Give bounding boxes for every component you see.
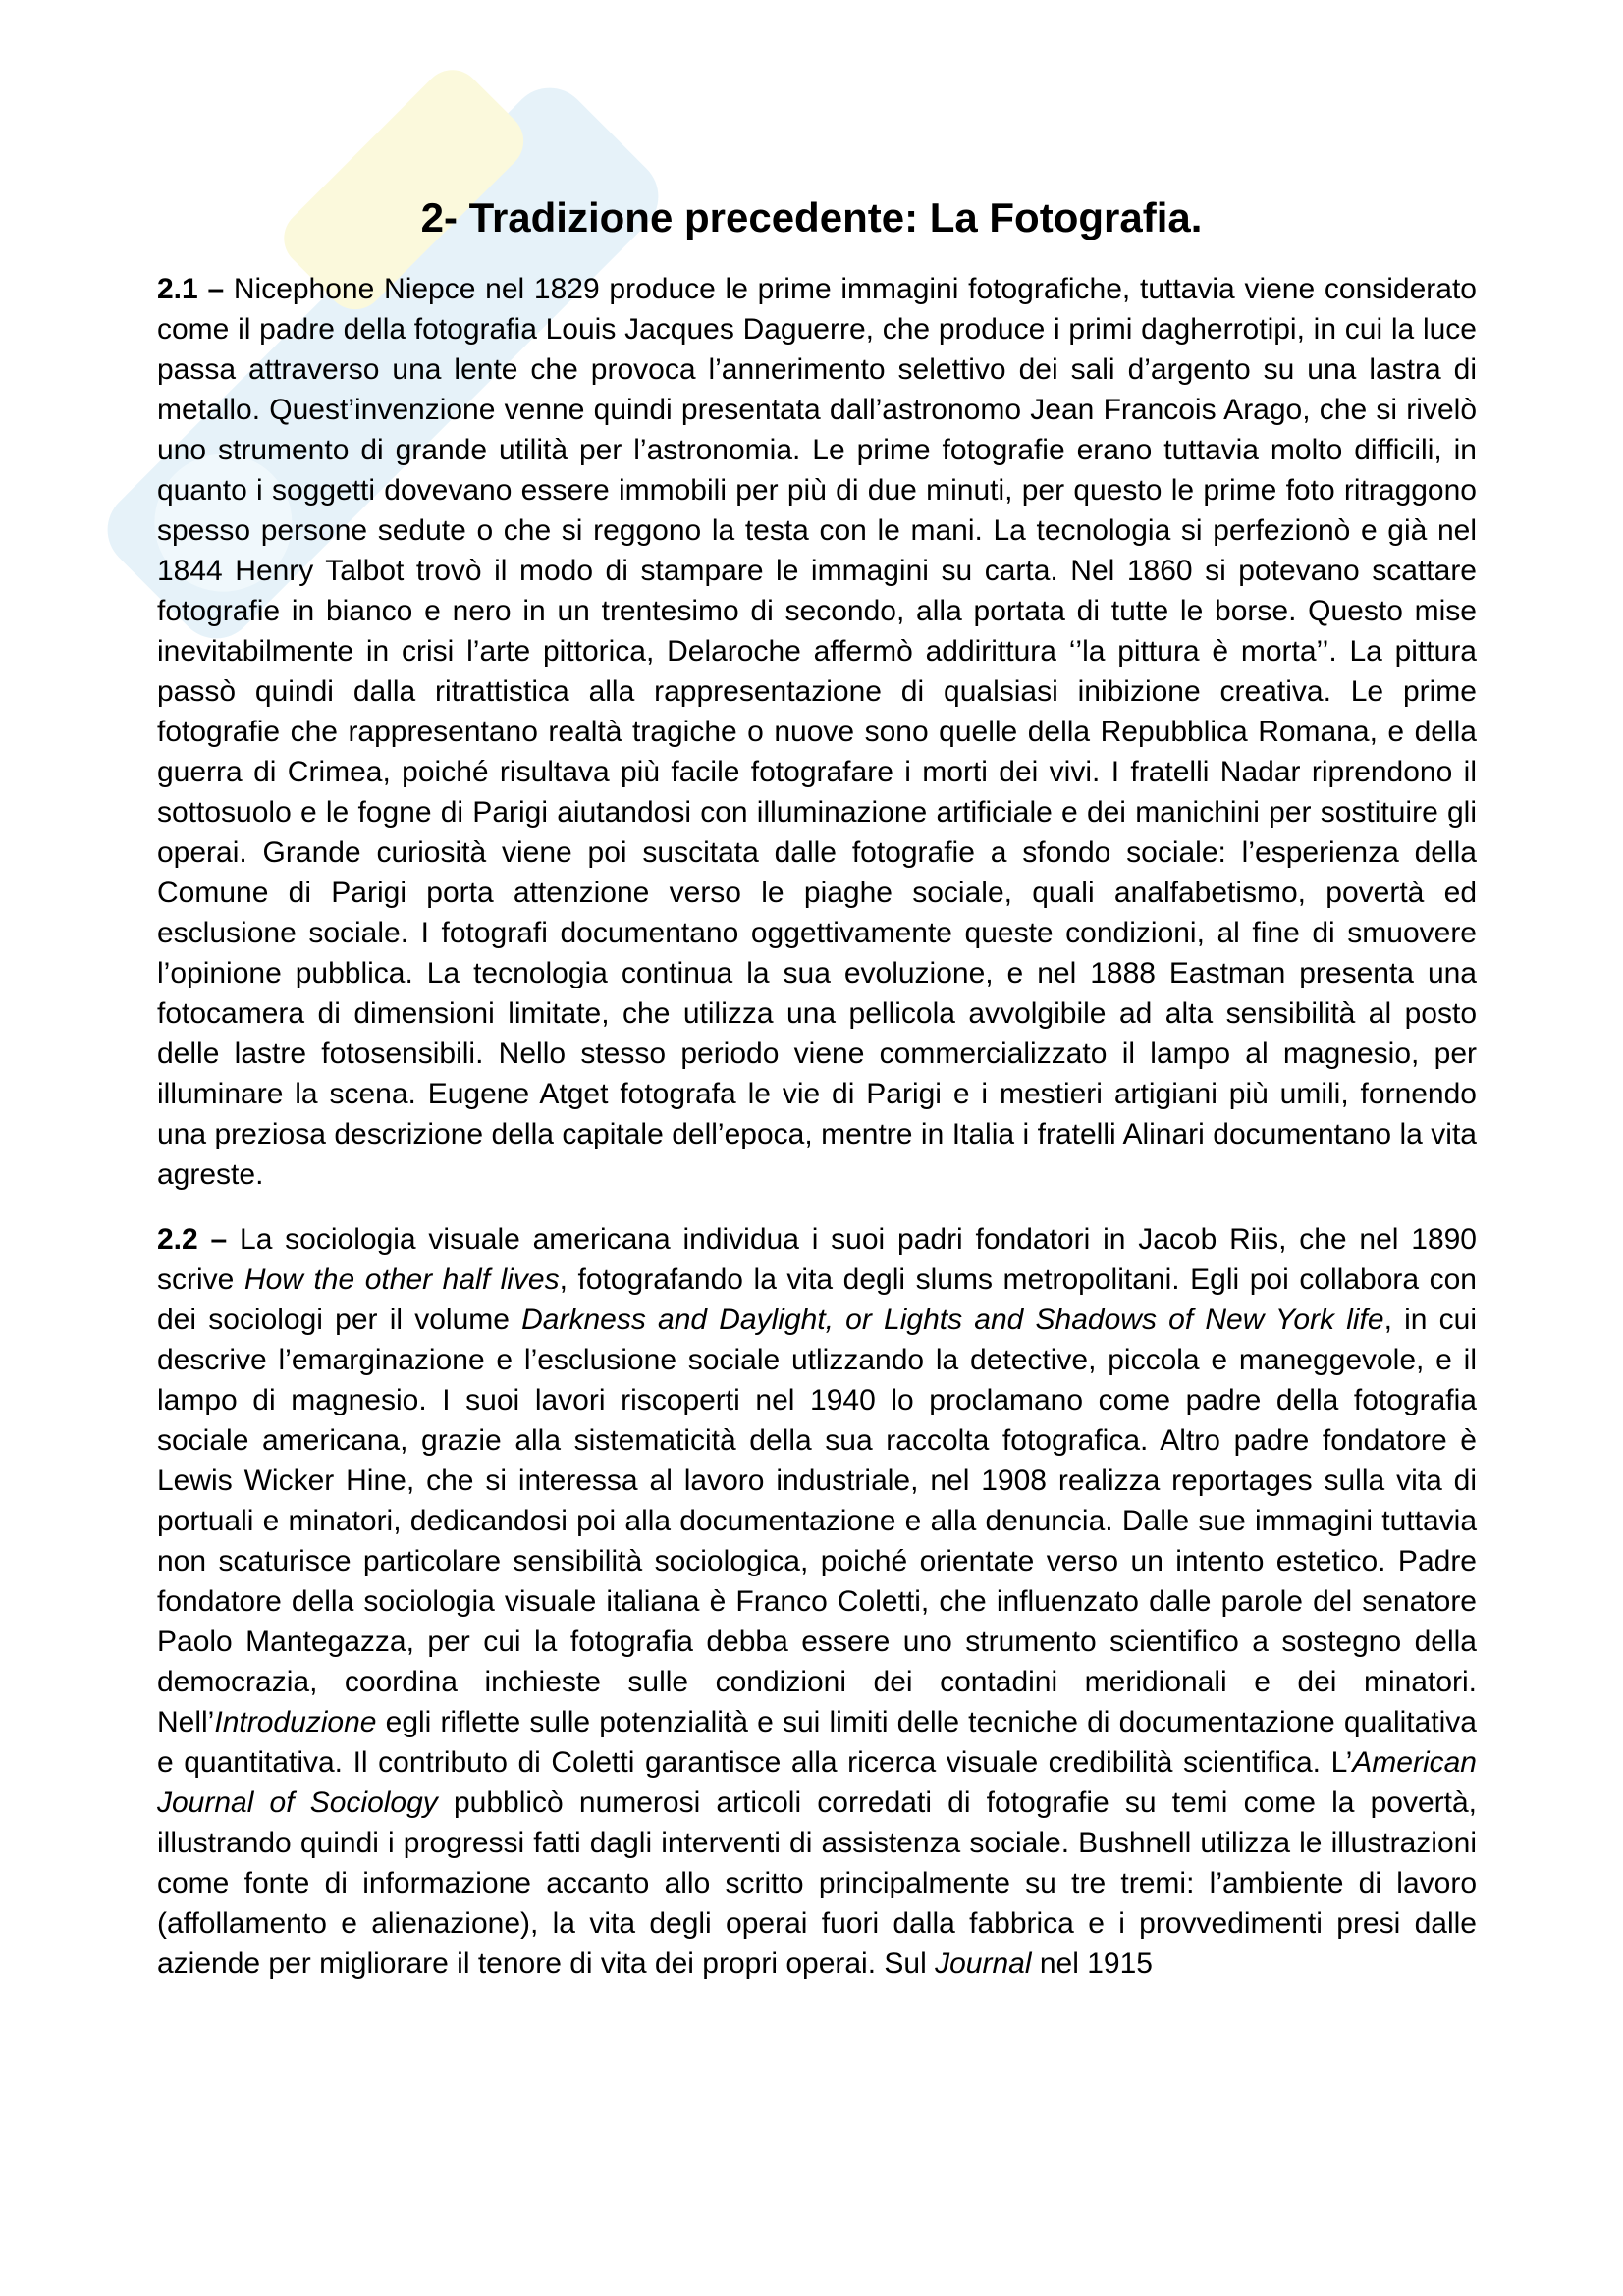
section-2-1 [157,269,1477,1195]
journal-title: Journal [935,1948,1032,1980]
page-title: 2- Tradizione precedente: La Fotografia. [420,194,1203,240]
book-title: How the other half lives [243,1263,560,1296]
book-title: Introduzione [214,1706,377,1738]
journal-title: American Journal of Sociology [157,1746,1477,1819]
book-title: Darkness and Daylight, or Lights and Shadows of New York life [521,1304,1384,1336]
section-text: , fotografando la vita degli slums metropolitani. Egli poi collabora con dei sociologi per il volume [157,1263,1477,1336]
section-text: pubblicò numerosi articoli corredati di fotografie su temi come la povertà, illustrando quindi i progressi fatti dagli interventi di assistenza sociale. Bushnell utilizza le illustrazioni come fonte di informazione accanto allo scritto principalmente su tre tremi: l’ambiente di lavoro (affollamento e alienazione), la vita degli operai fuori dalla fabbrica e i provvedimenti presi dalle aziende per migliorare il tenore di vita dei propri operai. Sul [157,1787,1477,1980]
section-number: 2.2 – [157,1223,228,1255]
section-text: , in cui descrive l’emarginazione e l’esclusione sociale utlizzando la detective, piccola e maneggevole, e il lampo di magnesio. I suoi lavori riscoperti nel 1940 lo proclamano come padre della fotografia sociale americana, grazie alla sistematicità della sua raccolta fotografica. Altro padre fondatore è Lewis Wicker Hine, che si interessa al lavoro industriale, nel 1908 realizza reportages sulla vita di portuali e minatori, dedicandosi poi alla documentazione e alla denuncia. Dalle sue immagini tuttavia non scaturisce particolare sensibilità sociologica, poiché orientate verso un intento estetico. Padre fondatore della sociologia visuale italiana è Franco Coletti, che influenzato dalle parole del senatore Paolo Mantegazza, per cui la fotografia debba essere uno strumento scientifico a sostegno della democrazia, coordina inchieste sulle condizioni dei contadini meridionali e dei minatori. Nell’ [157,1304,1477,1738]
section-text: nel 1915 [1031,1948,1153,1980]
section-2-2 [157,1219,1477,1984]
document-body [157,269,1477,1984]
section-number: 2.1 – [157,273,225,305]
section-text: Nicephone Niepce nel 1829 produce le prime immagini fotografiche, tuttavia viene considerato come il padre della fotografia Louis Jacques Daguerre, che produce i primi dagherrotipi, in cui la luce passa attraverso una lente che provoca l’annerimento selettivo dei sali d’argento su una lastra di metallo. Quest’invenzione venne quindi presentata dall’astronomo Jean Francois Arago, che si rivelò uno strumento di grande utilità per l’astronomia. Le prime fotografie erano tuttavia molto difficili, in quanto i soggetti dovevano essere immobili per più di due minuti, per questo le prime foto ritraggono spesso persone sedute o che si reggono la testa con le mani. La tecnologia si perfezionò e già nel 1844 Henry Talbot trovò il modo di stampare le immagini su carta. Nel 1860 si potevano scattare fotografie in bianco e nero in un trentesimo di secondo, alla portata di tutte le borse. Questo mise inevitabilmente in crisi l’arte pittorica, Delaroche affermò addirittura ‘’la pittura è morta’’. La pittura passò quindi dalla ritrattistica alla rappresentazione di qualsiasi inibizione creativa. Le prime fotografie che rappresentano realtà tragiche o nuove sono quelle della Repubblica Romana, e della guerra di Crimea, poiché risultava più facile fotografare i morti dei vivi. I fratelli Nadar riprendono il sottosuolo e le fogne di Parigi aiutandosi con illuminazione artificiale e dei manichini per sostituire gli operai. Grande curiosità viene poi suscitata dalle fotografie a sfondo sociale: l’esperienza della Comune di Parigi porta attenzione verso le piaghe sociale, quali analfabetismo, povertà ed esclusione sociale. I fotografi documentano oggettivamente queste condizioni, al fine di smuovere l’opinione pubblica. La tecnologia continua la sua evoluzione, e nel 1888 Eastman presenta una fotocamera di dimensioni limitate, che utilizza una pellicola avvolgibile ad alta sensibilità al posto delle lastre fotosensibili. Nello stesso periodo viene commercializzato il lampo al magnesio, per illuminare la scena. Eugene Atget fotografa le vie di Parigi e i mestieri artigiani più umili, fornendo una preziosa descrizione della capitale dell’epoca, mentre in Italia i fratelli Alinari documentano la vita agreste. [157,273,1477,1191]
section-text: La sociologia visuale americana individua i suoi padri fondatori in Jacob Riis, che nel 1890 scrive [157,1223,1477,1296]
section-text: egli riflette sulle potenzialità e sui limiti delle tecniche di documentazione qualitativa e quantitativa. Il contributo di Coletti garantisce alla ricerca visuale credibilità scientifica. L’ [157,1706,1477,1779]
